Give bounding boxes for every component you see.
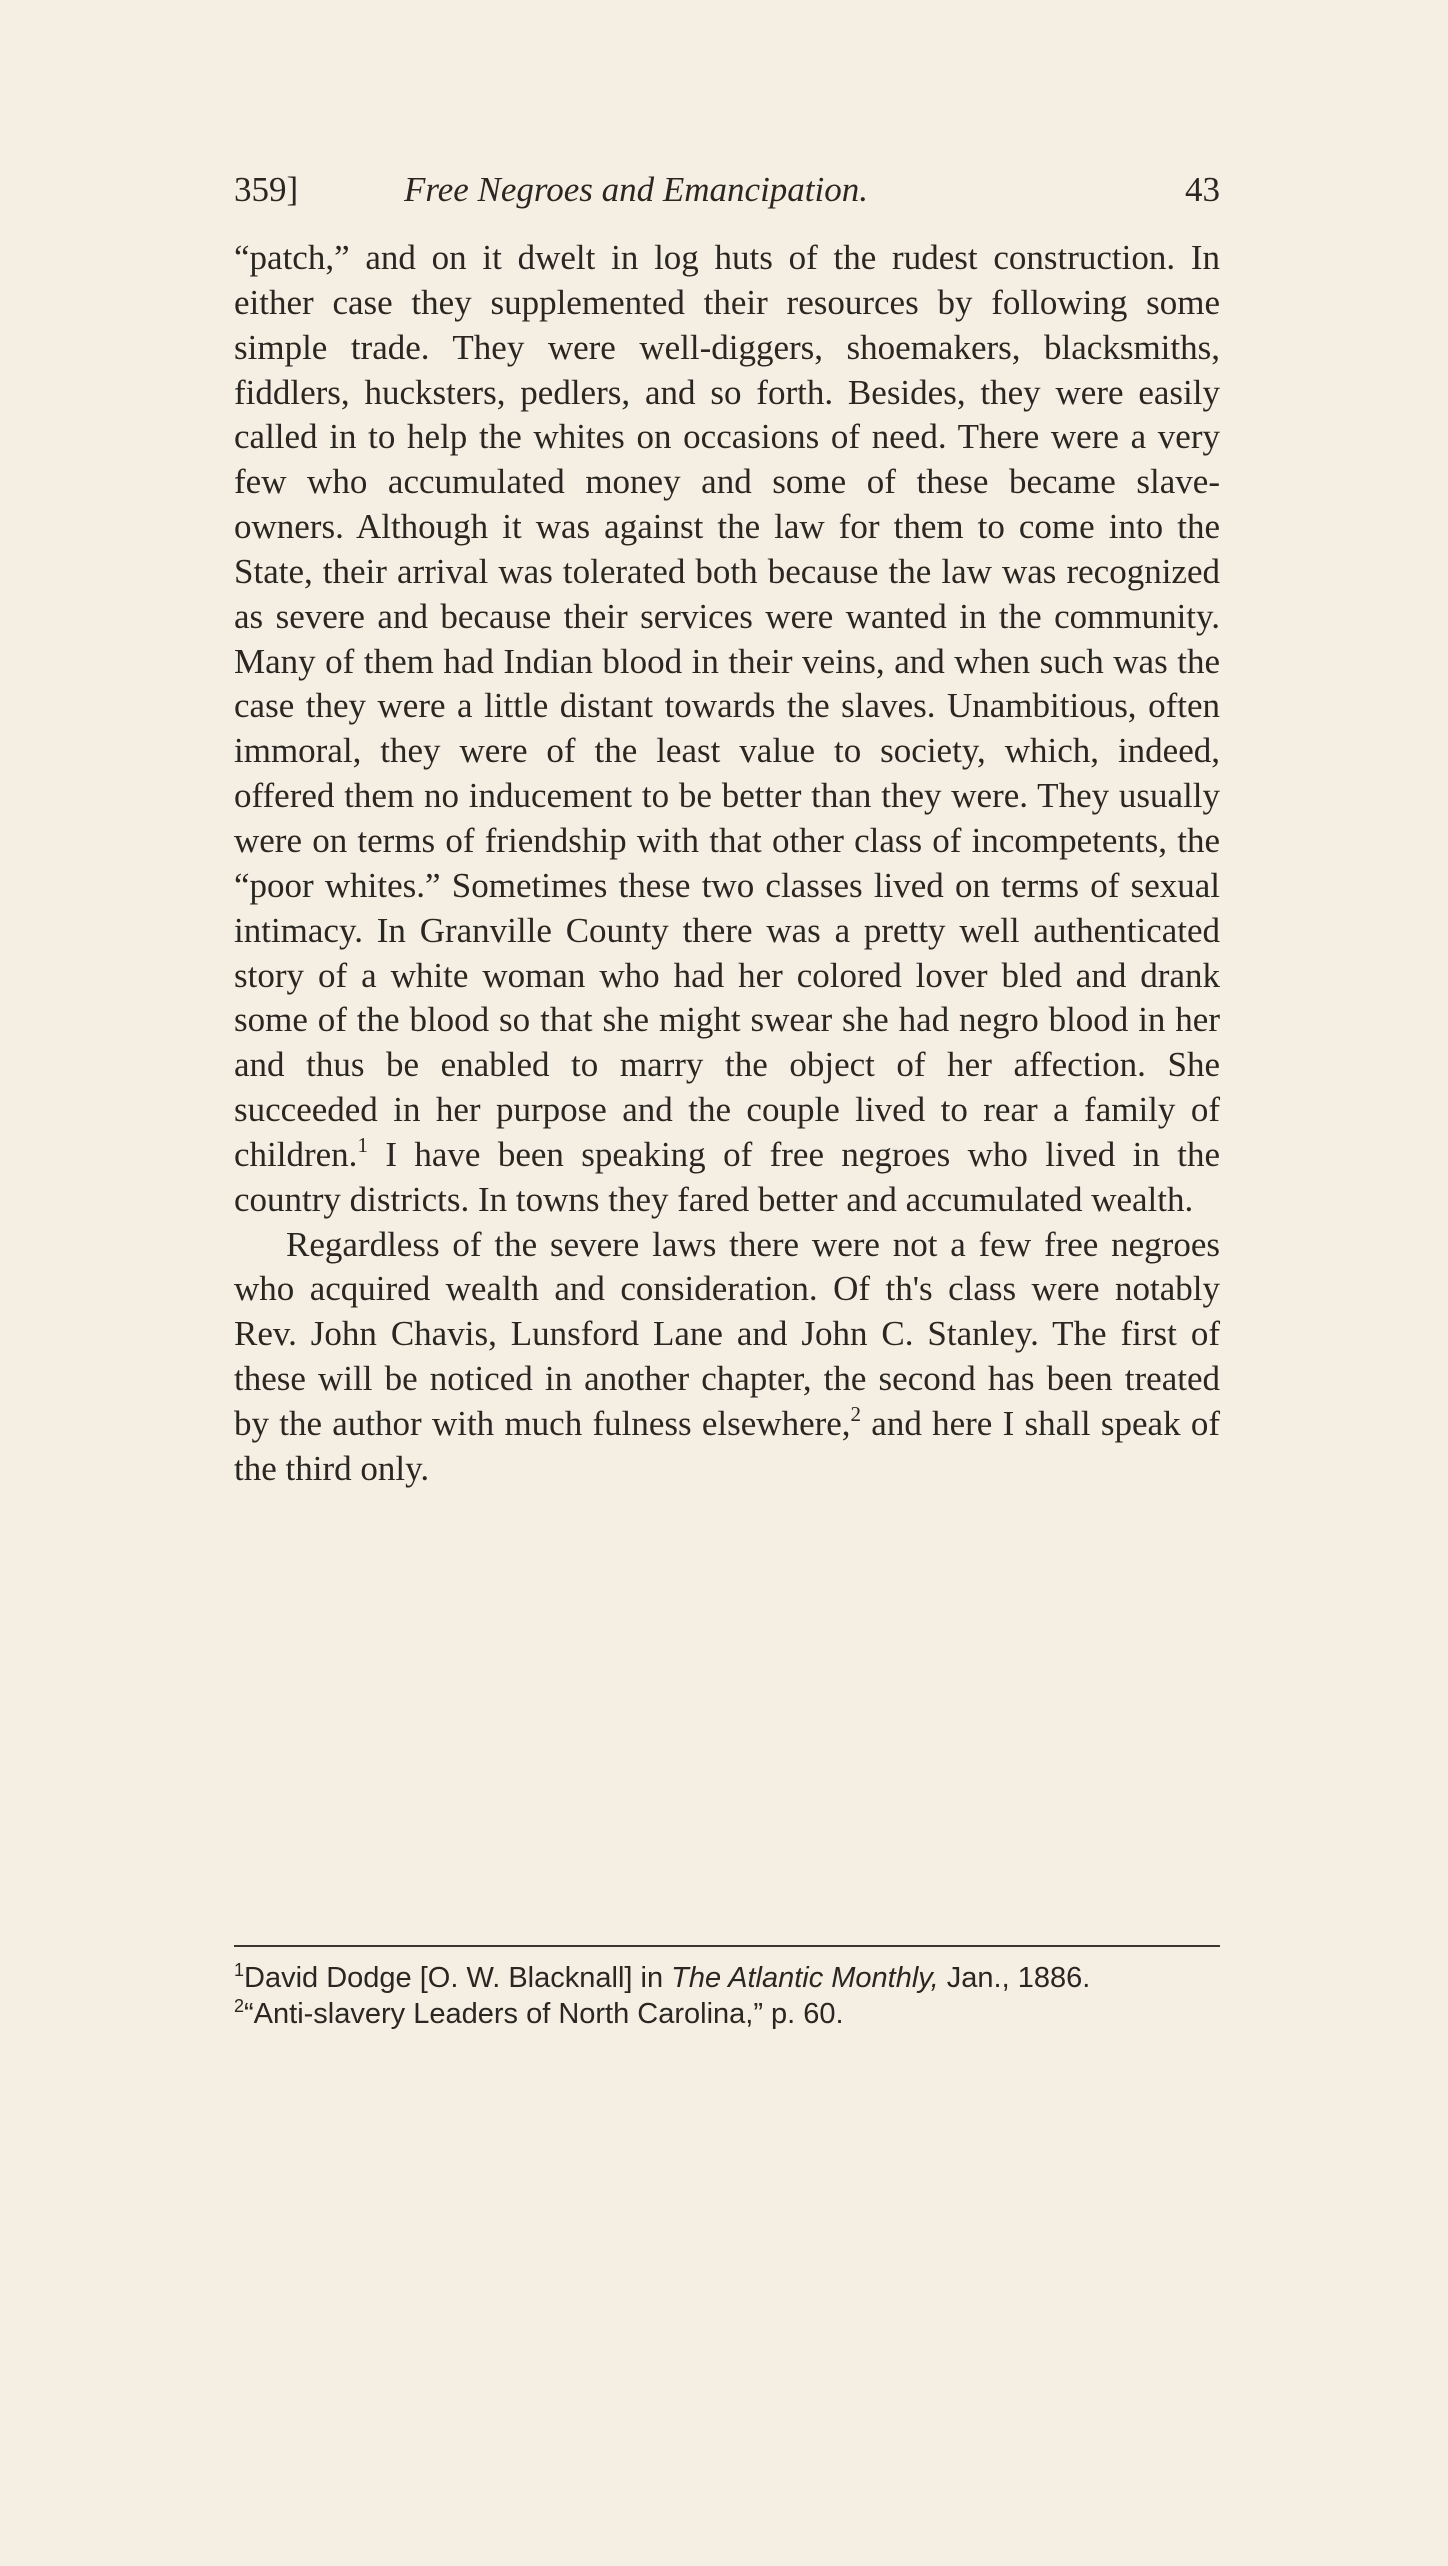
paragraph-1-text-b: I have been speaking of free negroes who lived in the country districts. In towns they fared better and accumulated wealth. xyxy=(234,1134,1220,1219)
footnote-1 xyxy=(234,1960,1220,1996)
footnotes xyxy=(234,1960,1220,2032)
footnote-2-text: “Anti-slavery Leaders of North Carolina,” p. 60. xyxy=(244,1998,844,2030)
footnote-divider xyxy=(234,1945,1220,1947)
footnote-1-date: Jan., 1886. xyxy=(938,1962,1091,1994)
page-number: 43 xyxy=(1185,170,1220,209)
paragraph-2-text-b: and here I shall speak of the third only. xyxy=(234,1403,1220,1488)
running-head xyxy=(234,170,1220,220)
paragraph-2-text-a: Regardless of the severe laws there were not a few free negroes who acquired wealth and consideration. Of th's class were notably Rev. John Chavis, Lunsford Lane and John C. Stanley. The first of these will be noticed in another chapter, the second has been treated by the author with much fulness elsewhere, xyxy=(234,1224,1220,1443)
footnote-1-publication: The Atlantic Monthly, xyxy=(671,1962,939,1994)
footnote-2-mark: 2 xyxy=(234,1996,245,2016)
footnote-ref-1: 1 xyxy=(357,1132,368,1157)
paragraph-1-text-a: “patch,” and on it dwelt in log huts of the rudest construction. In either case they supplemented their resources by following some simple trade. They were well-diggers, shoemakers, blacksmiths, fiddlers, hucksters, pedlers, and so forth. Besides, they were easily called in to help the whites on occasions of need. There were a very few who accumulated money and some of these became slave-owners. Although it was against the law for them to come into the State, their arrival was tolerated both because the law was recognized as severe and because their services were wanted in the community. Many of them had Indian blood in their veins, and when such was the case they were a little distant towards the slaves. Unambitious, often immoral, they were of the least value to society, which, indeed, offered them no inducement to be better than they were. They usually were on terms of friendship with that other class of incompetents, the “poor whites.” Sometimes these two classes lived on terms of sexual intimacy. In Granville County there was a pretty well authenticated story of a white woman who had her colored lover bled and drank some of the blood so that she might swear she had negro blood in her and thus be enabled to marry the object of her affection. She succeeded in her purpose and the couple lived to rear a family of children. xyxy=(234,238,1220,1174)
paragraph-1 xyxy=(234,236,1220,1223)
footnote-1-mark: 1 xyxy=(234,1960,245,1980)
footnote-ref-2: 2 xyxy=(850,1401,862,1426)
footnote-2 xyxy=(234,1996,1220,2032)
running-title: Free Negroes and Emancipation. xyxy=(404,170,868,209)
body-text xyxy=(234,236,1220,1492)
footnote-1-text: David Dodge [O. W. Blacknall] in xyxy=(244,1962,672,1994)
paragraph-2 xyxy=(234,1223,1220,1492)
page-reference: 359] xyxy=(234,170,299,209)
